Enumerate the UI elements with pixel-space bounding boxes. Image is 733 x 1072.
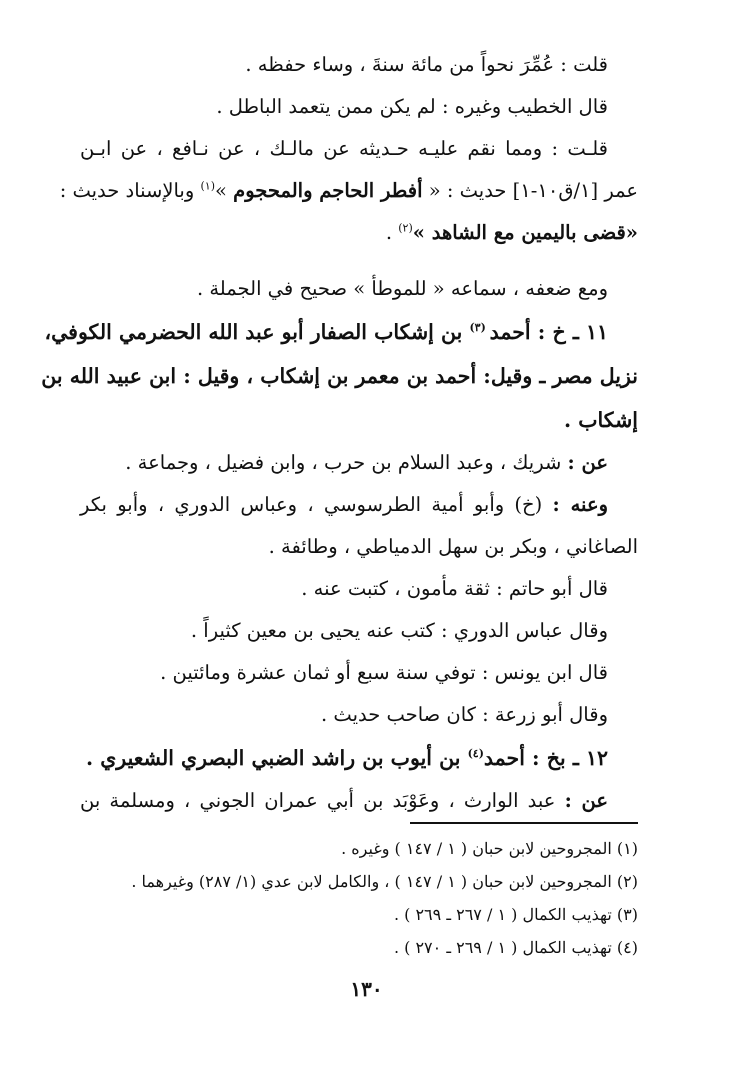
footnote: (٣) تهذيب الكمال ( ١ / ٢٦٧ ـ ٢٦٩ ) . — [393, 905, 638, 924]
paragraph-line — [80, 484, 638, 526]
footnote: (١) المجروحين لابن حبان ( ١ / ١٤٧ ) وغيره . — [341, 839, 638, 858]
page-number: ١٣٠ — [350, 977, 383, 1001]
footnote: (٤) تهذيب الكمال ( ١ / ٢٦٩ ـ ٢٧٠ ) . — [393, 938, 638, 957]
paragraph-line — [80, 212, 638, 254]
paragraph-line: قلـت : ومما نقم عليـه حـديثه عن مالـك ، عن نـافع ، عن ابـن — [80, 137, 608, 160]
text-run: عبد الوارث ، وعَوْبَد بن أبي عمران الجوني ، ومسلمة بن — [80, 789, 565, 812]
entry-name: ١١ ـ خ : أحمد — [489, 320, 608, 344]
footnote-ref: (١) — [200, 179, 215, 193]
hadith-title: أفطر الحاجم والمحجوم — [233, 179, 423, 202]
footnotes — [80, 832, 638, 964]
footnote: (٢) المجروحين لابن حبان ( ١ / ١٤٧ ) ، والكامل لابن عدي (١/ ٢٨٧) وغيرهما . — [131, 872, 638, 891]
paragraph-line: وقال أبو زرعة : كان صاحب حديث . — [321, 703, 608, 726]
text-run: وبالإسناد حديث : — [59, 179, 201, 202]
footnote-separator — [410, 822, 638, 824]
label: عن : — [564, 789, 608, 812]
entry-name: بن إشكاب الصفار أبو عبد الله الحضرمي الكوفي، — [44, 320, 470, 344]
footnote-ref: (٢) — [398, 221, 413, 235]
text-run: » — [215, 179, 227, 202]
entry-name: ١٢ ـ بخ : أحمد — [483, 746, 608, 770]
paragraph-line: ومع ضعفه ، سماعه « للموطأ » صحيح في الجملة . — [196, 277, 608, 300]
paragraph-line: قلت : عُمِّرَ نحواً من مائة سنةَ ، وساء حفظه . — [245, 53, 608, 76]
text-run: . — [385, 221, 399, 244]
entry-heading-12 — [80, 736, 638, 780]
text-run: (خ) وأبو أمية الطرسوسي ، وعباس الدوري ، وأبو بكر — [80, 493, 553, 516]
footnote-ref: (٣) — [469, 321, 490, 335]
text-run: عمر [١/ق١٠-١] حديث : « — [428, 179, 638, 202]
paragraph-line — [59, 170, 638, 212]
paragraph-line: الصاغاني ، وبكر بن سهل الدمياطي ، وطائفة . — [268, 535, 638, 558]
footnote-ref: (٤) — [467, 747, 484, 761]
paragraph-line — [80, 780, 638, 822]
label: وعنه : — [552, 493, 608, 516]
paragraph-line: وقال عباس الدوري : كتب عنه يحيى بن معين كثيراً . — [190, 619, 608, 642]
paragraph-line: قال ابن يونس : توفي سنة سبع أو ثمان عشرة ومائتين . — [160, 661, 608, 684]
entry-heading-line: إشكاب . — [563, 408, 638, 432]
entry-heading-line: نزيل مصر ـ وقيل: أحمد بن معمر بن إشكاب ، وقيل : ابن عبيد الله بن — [41, 364, 638, 388]
label: عن : — [567, 451, 608, 474]
entry-heading-11 — [44, 310, 638, 354]
paragraph-line: قال أبو حاتم : ثقة مأمون ، كتبت عنه . — [301, 577, 608, 600]
paragraph-line — [80, 442, 638, 484]
hadith-title: «قضى باليمين مع الشاهد » — [412, 221, 638, 244]
entry-name: بن أيوب بن راشد الضبي البصري الشعيري . — [85, 746, 468, 770]
paragraph-line: قال الخطيب وغيره : لم يكن ممن يتعمد الباطل . — [216, 95, 608, 118]
text-run: شريك ، وعبد السلام بن حرب ، وابن فضيل ، وجماعة . — [125, 451, 568, 474]
